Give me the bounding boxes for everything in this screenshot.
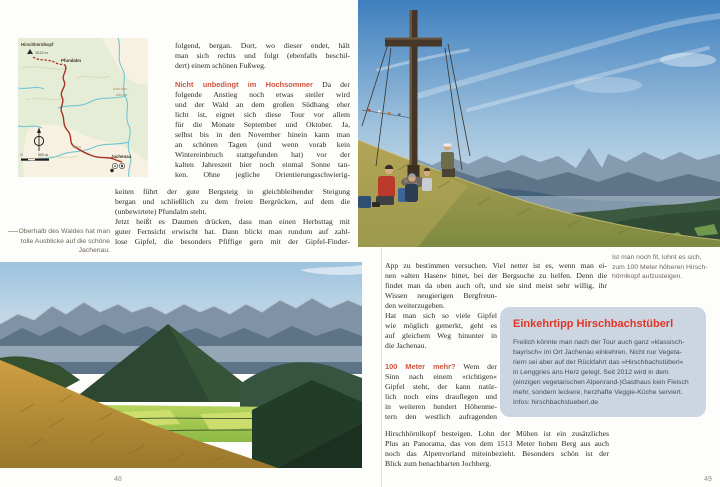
text-line: guter Fernsicht erwischt hat. Dann blickt man rundum auf zahl-	[115, 227, 350, 236]
map-meadow-label-2: wiese	[116, 92, 128, 97]
text-line: lich noch eins drauflegen und	[385, 392, 497, 401]
right-column-wide-bottom	[385, 429, 609, 469]
page-number-right: 49	[704, 476, 712, 483]
info-box-line: in Lenggries ans Herz gelegt. Seit 2012 wird in dem	[513, 369, 669, 376]
left-column-wide	[115, 187, 350, 247]
margin-note-line: zum 100 Meter höheren Hirsch-	[612, 263, 708, 271]
margin-note-line: Ist man noch fit, lohnt es sich,	[612, 254, 702, 261]
text-line: lose Gipfel, die besonders Pfiffige gern mit der Gipfel-Finder-	[115, 237, 350, 246]
text-line: Jetzt heißt es Daumen drücken, dass man einen Herbsttag mit	[115, 217, 350, 226]
margin-note	[612, 253, 720, 282]
section-subhead-line	[385, 362, 497, 372]
text-line: Wintereinbruch stattgefunden hat) vor der	[175, 150, 350, 159]
village-dot	[110, 169, 113, 172]
text-line: Wissen neugierigen Bergfreun-	[385, 291, 497, 300]
valley-photo	[0, 262, 362, 468]
right-column-narrow	[385, 291, 497, 422]
map-village-label: Jachenau	[111, 154, 132, 159]
text-line: Plus an Panorama, das von dem 1513 Meter hohen Berg aus auch	[385, 439, 609, 448]
info-box-body	[513, 338, 693, 408]
left-column-top	[175, 41, 350, 180]
map-alm-label: Pfundalm	[61, 58, 82, 63]
margin-note-line: hörnlkopf aufzusteigen.	[612, 273, 683, 280]
text-line: Hat man sich so viele Gipfel	[385, 311, 497, 320]
info-box	[500, 307, 706, 417]
text-line: kalten Jahreszeit hier noch einmal Sonne tan-	[175, 160, 350, 169]
text-line: bergan und schließlich zu dem freien Bergrücken, auf dem die	[115, 197, 350, 206]
text-line: folgende Anstieg noch etwas steiler wird	[175, 90, 350, 99]
page-number-left: 48	[114, 476, 122, 483]
right-column-wide-top	[385, 261, 607, 291]
text-line: auf gleichem Weg hinunter in	[385, 331, 497, 340]
text-line: keiten führt der gute Bergsteig in gleichbleibender Steigung	[115, 187, 350, 196]
subhead-rest: Wem der	[463, 362, 497, 371]
caption-line: Jachenau.	[78, 247, 110, 254]
text-line: noch das Alpenvorland miteinbezieht. Besonders schön ist der	[385, 449, 609, 458]
map-scale-distance: 500 m	[38, 153, 48, 157]
text-line: Gipfel steht, der kann natür-	[385, 382, 497, 391]
caption-line: tolle Ausblicke auf die schöne	[20, 237, 110, 245]
text-line: Sinn nach einem »richtigen«	[385, 372, 497, 381]
text-line: tern den westlich aufragenden	[385, 412, 497, 421]
text-line: nen »alten Hasen« bittet, bei der Bergsuche zu helfen. Denn die	[385, 271, 607, 280]
info-box-line: riern sei aber auf der Rückfahrt das »Hirschbachstüberl«	[513, 359, 684, 366]
page-gutter	[381, 247, 382, 487]
text-line: in weiteren hundert Höhenme-	[385, 402, 497, 411]
map-meadow-label-1: Aschar-	[113, 86, 129, 91]
map-scale-zero: 0	[20, 153, 23, 157]
info-box-line: Freilich könnte man nach der Tour auch ganz »klassisch-	[513, 339, 685, 346]
text-line: (unbewirtete) Pfundalm steht.	[115, 207, 207, 216]
info-box-line: bayrisch« im Ort Jachenau einkehren. Nicht nur Vegeta-	[513, 349, 682, 356]
text-line: selbst bis in den November hinein kann man	[175, 130, 350, 139]
info-box-line: mehr, sondern leckere, herzhafte Veggie-Küche serviert.	[513, 389, 683, 396]
text-line: findet man da oben auch oft, und sie sind meist sehr willig, ihr	[385, 281, 607, 290]
text-line: an schönen Tagen (und wenn vorab kein	[175, 140, 350, 149]
route-map	[18, 38, 148, 177]
subhead-hochsommer: Nicht unbedingt im Hochsommer	[175, 80, 313, 89]
text-line: ken. Ohne jegliche Orientierungsschwierig-	[175, 170, 350, 179]
map-hamlet-label: Berg	[73, 145, 81, 149]
text-line: und der Wald an dem großen Südhang eher	[175, 100, 350, 109]
map-summit-elevation: 1513 m	[35, 51, 48, 55]
valley-photo-caption	[2, 227, 110, 256]
backpack	[358, 196, 371, 208]
text-line: folgend, bergan. Dort, wo dieser endet, hält	[175, 41, 350, 50]
text-line: dert) einem schönen Fußweg.	[175, 61, 266, 70]
text-line: App zu bestimmen versuchen. Viel netter ist es, wenn man ei-	[385, 261, 607, 270]
info-box-line: (einzigen vegetarischen Alpenrand-)Gasthaus kein Fleisch	[513, 379, 689, 386]
text-line: die Jachenau.	[385, 341, 427, 350]
caption-line: Oberhalb des Waldes hat man	[18, 228, 110, 235]
text-line: man sich rechts und folgt (ebenfalls beschil-	[175, 51, 350, 60]
summit-cross-photo	[358, 0, 720, 247]
info-box-line: Infos: hirschbachstueberl.de	[513, 399, 599, 406]
text-line: wie möglich gemerkt, geht es	[385, 321, 497, 330]
subhead-rest: Da der	[322, 80, 350, 89]
section-subhead-line	[175, 80, 350, 90]
text-line: für die Monate September und Oktober. Ja,	[175, 120, 350, 129]
map-summit-label: Hirschhörnlkopf	[21, 42, 54, 47]
info-box-title: Einkehrtipp Hirschbachstüberl	[513, 318, 674, 330]
text-line: Hirschhörnlkopf besteigen. Lohn der Mühen ist ein zusätzliches	[385, 429, 609, 438]
text-line: licht ist, eignet sich diese Tour vor allem	[175, 110, 350, 119]
subhead-100-meter: 100 Meter mehr?	[385, 362, 456, 371]
text-line: den weiterzugeben.	[385, 301, 445, 310]
text-line: Blick zum benachbarten Jochberg.	[385, 459, 492, 468]
